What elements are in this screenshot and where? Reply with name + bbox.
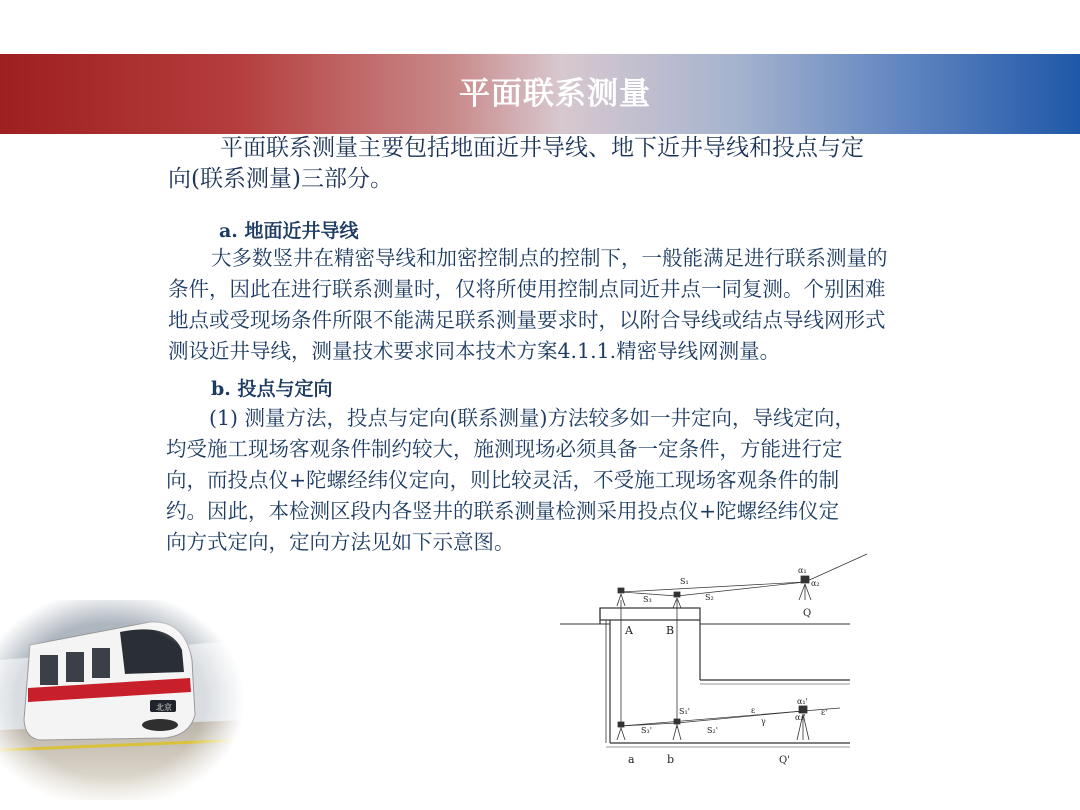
paragraph-line: 向，而投点仪+陀螺经纬仪定向，则比较灵活，不受施工现场客观条件的制 (166, 468, 840, 492)
paragraph-line: 地点或受现场条件所限不能满足联系测量要求时，以附合导线或结点导线网形式 (168, 308, 886, 332)
paragraph-line: 大多数竖井在精密导线和加密控制点的控制下，一般能满足进行联系测量的 (211, 246, 888, 270)
label-S3p: S₃' (641, 726, 652, 735)
subway-train-image (0, 600, 245, 800)
label-epsilonp: ε' (821, 708, 828, 717)
label-alpha1: α₁ (798, 566, 807, 575)
paragraph-line: 均受施工现场客观条件制约较大，施测现场必须具备一定条件，方能进行定 (166, 437, 843, 461)
label-alpha1p: α₁' (797, 697, 808, 706)
section-a-heading: a. 地面近井导线 (219, 220, 359, 242)
label-S1: S₁ (680, 577, 689, 586)
paragraph-line: 向方式定向，定向方法见如下示意图。 (166, 530, 515, 554)
section-b-heading: b. 投点与定向 (211, 378, 333, 400)
label-Q: Q (803, 608, 812, 619)
label-S3: S₃ (643, 595, 652, 604)
paragraph-line: 条件，因此在进行联系测量时，仅将所使用控制点同近井点一同复测。个别困难 (168, 277, 886, 301)
intro-line: 平面联系测量主要包括地面近井导线、地下近井导线和投点与定 (220, 135, 864, 161)
paragraph-line: (1) 测量方法，投点与定向(联系测量)方法较多如一井定向，导线定向， (209, 406, 856, 430)
section-b-paragraph (166, 403, 855, 558)
paragraph-line: 约。因此，本检测区段内各竖井的联系测量检测采用投点仪+陀螺经纬仪定 (166, 499, 840, 523)
title-banner (0, 54, 1080, 134)
slide-title: 平面联系测量 (459, 76, 651, 112)
label-epsilon: ε (751, 706, 756, 715)
label-S2p: S₂' (707, 726, 718, 735)
label-A: A (625, 624, 633, 637)
intro-line: 向(联系测量)三部分。 (168, 166, 393, 192)
label-alpha2: α₂ (811, 579, 820, 588)
label-B: B (666, 624, 675, 637)
section-a-paragraph (168, 243, 888, 367)
label-Qp: Q' (779, 755, 790, 766)
shaft-orientation-diagram (555, 548, 875, 782)
label-a: a (628, 753, 635, 766)
label-S1p: S₁' (679, 707, 690, 716)
paragraph-line: 测设近井导线，测量技术要求同本技术方案4.1.1.精密导线网测量。 (168, 339, 781, 363)
label-gamma: γ (761, 717, 766, 726)
intro-paragraph (168, 133, 864, 195)
label-S2: S₂ (705, 593, 714, 602)
label-b: b (667, 753, 675, 766)
label-alpha2p: α₂' (795, 713, 806, 722)
